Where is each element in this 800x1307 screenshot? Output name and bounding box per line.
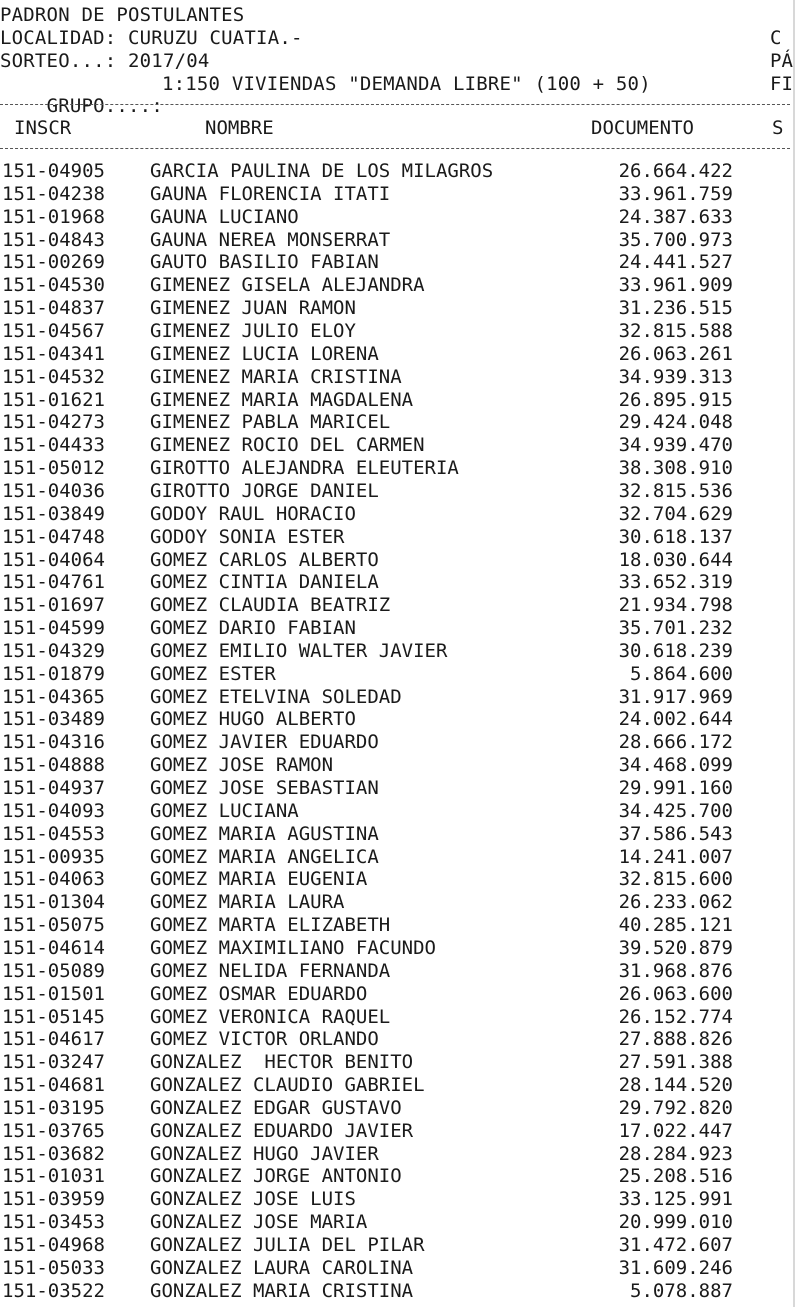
cell-nombre: GOMEZ JOSE RAMON	[150, 754, 334, 777]
cell-documento: 34.425.700	[618, 799, 733, 822]
table-row	[0, 1143, 800, 1166]
cell-nombre: GONZALEZ EDUARDO JAVIER	[150, 1119, 414, 1142]
table-row	[0, 1188, 800, 1211]
cell-documento: 27.888.826	[618, 1028, 733, 1051]
cell-documento: 26.233.062	[618, 891, 733, 914]
table-row	[0, 229, 800, 252]
cell-inscr: 151-00269	[2, 251, 105, 274]
cell-inscr: 151-04567	[2, 320, 105, 342]
cell-documento: 26.063.600	[618, 982, 733, 1005]
cell-nombre: GAUTO BASILIO FABIAN	[150, 251, 379, 274]
cell-inscr: 151-03195	[2, 1096, 105, 1119]
cell-documento: 17.022.447	[618, 1119, 733, 1142]
cell-inscr: 151-01501	[2, 982, 105, 1005]
cell-documento: 39.520.879	[618, 936, 733, 959]
cell-documento: 27.591.388	[618, 1051, 733, 1074]
table-row	[0, 1097, 800, 1120]
cell-documento: 24.387.633	[618, 205, 733, 228]
cell-documento: 29.424.048	[618, 411, 733, 434]
cell-documento: 5.078.887	[630, 1279, 733, 1302]
cell-documento: 30.618.137	[618, 525, 733, 548]
cell-documento: 34.468.099	[618, 754, 733, 777]
header-rule-bottom	[0, 148, 790, 149]
cell-documento: 26.895.915	[618, 388, 733, 411]
table-row	[0, 183, 800, 206]
cell-nombre: GIMENEZ JUAN RAMON	[150, 297, 356, 320]
table-row	[0, 663, 800, 686]
cell-inscr: 151-04433	[2, 434, 105, 457]
cell-nombre: GOMEZ MARIA ANGELICA	[150, 845, 379, 868]
cell-documento: 26.063.261	[618, 342, 733, 365]
cell-nombre: GOMEZ DARIO FABIAN	[150, 617, 356, 639]
table-row	[0, 1257, 800, 1280]
document-title: PADRON DE POSTULANTES	[0, 4, 245, 26]
cell-nombre: GOMEZ CARLOS ALBERTO	[150, 548, 379, 571]
cell-inscr: 151-00935	[2, 845, 105, 868]
cell-inscr: 151-04036	[2, 479, 105, 502]
cell-documento: 33.961.909	[618, 274, 733, 297]
cell-nombre: GOMEZ MARIA EUGENIA	[150, 868, 368, 891]
cell-nombre: GOMEZ LUCIANA	[150, 799, 299, 822]
cell-inscr: 151-01621	[2, 388, 105, 411]
cell-nombre: GONZALEZ JOSE MARIA	[150, 1211, 368, 1234]
table-row	[0, 914, 800, 937]
grupo-value: 1:150 VIVIENDAS "DEMANDA LIBRE" (100 + 50)	[162, 73, 651, 95]
cell-nombre: GIMENEZ MARIA MAGDALENA	[150, 388, 414, 411]
cell-nombre: GAUNA LUCIANO	[150, 205, 299, 228]
cell-nombre: GIMENEZ PABLA MARICEL	[150, 411, 391, 434]
cell-inscr: 151-04748	[2, 525, 105, 548]
table-row	[0, 251, 800, 274]
table-row	[0, 1234, 800, 1257]
table-row	[0, 389, 800, 412]
cell-inscr: 151-04843	[2, 228, 105, 251]
cell-inscr: 151-04837	[2, 297, 105, 320]
cell-nombre: GONZALEZ JULIA DEL PILAR	[150, 1234, 425, 1256]
cell-inscr: 151-01697	[2, 594, 105, 617]
table-row	[0, 1280, 800, 1303]
table-row	[0, 503, 800, 526]
table-row	[0, 1006, 800, 1029]
cell-inscr: 151-03522	[2, 1279, 105, 1302]
cell-inscr: 151-04761	[2, 571, 105, 594]
cell-inscr: 151-04316	[2, 731, 105, 754]
table-row	[0, 343, 800, 366]
cell-inscr: 151-05145	[2, 1005, 105, 1028]
cell-nombre: GOMEZ MAXIMILIANO FACUNDO	[150, 936, 436, 959]
table-row	[0, 526, 800, 549]
cell-nombre: GAUNA FLORENCIA ITATI	[150, 182, 391, 205]
right-fragment-1: C	[770, 27, 782, 49]
cell-inscr: 151-04530	[2, 274, 105, 297]
cell-documento: 32.704.629	[618, 502, 733, 525]
cell-nombre: GIROTTO JORGE DANIEL	[150, 479, 379, 502]
cell-nombre: GOMEZ NELIDA FERNANDA	[150, 959, 391, 982]
page-edge	[793, 0, 795, 1307]
cell-documento: 24.441.527	[618, 251, 733, 274]
cell-nombre: GONZALEZ JOSE LUIS	[150, 1188, 356, 1211]
cell-documento: 14.241.007	[618, 845, 733, 868]
right-fragment-2: PÁ	[770, 50, 793, 72]
cell-inscr: 151-04599	[2, 617, 105, 639]
cell-nombre: GIMENEZ GISELA ALEJANDRA	[150, 274, 425, 297]
cell-documento: 37.586.543	[618, 822, 733, 845]
table-row	[0, 708, 800, 731]
cell-inscr: 151-04365	[2, 685, 105, 708]
cell-documento: 33.652.319	[618, 571, 733, 594]
cell-inscr: 151-04341	[2, 342, 105, 365]
header-rule-top	[0, 104, 790, 105]
cell-documento: 31.609.246	[618, 1256, 733, 1279]
grupo-label: GRUPO....:	[46, 95, 163, 117]
cell-documento: 31.968.876	[618, 959, 733, 982]
cell-nombre: GOMEZ MARIA AGUSTINA	[150, 822, 379, 845]
cell-documento: 31.236.515	[618, 297, 733, 320]
cell-nombre: GONZALEZ HUGO JAVIER	[150, 1142, 379, 1165]
cell-inscr: 151-04614	[2, 936, 105, 959]
cell-documento: 5.864.600	[630, 662, 733, 685]
cell-documento: 28.144.520	[618, 1074, 733, 1096]
column-header-inscr: INSCR	[14, 117, 72, 139]
cell-inscr: 151-01879	[2, 662, 105, 685]
table-row	[0, 983, 800, 1006]
cell-nombre: GOMEZ JOSE SEBASTIAN	[150, 777, 379, 799]
cell-nombre: GOMEZ ESTER	[150, 662, 276, 685]
table-row	[0, 594, 800, 617]
cell-documento: 32.815.600	[618, 868, 733, 891]
cell-nombre: GONZALEZ MARIA CRISTINA	[150, 1279, 414, 1302]
cell-inscr: 151-04093	[2, 799, 105, 822]
table-row	[0, 960, 800, 983]
cell-documento: 33.961.759	[618, 182, 733, 205]
table-row	[0, 937, 800, 960]
table-row	[0, 800, 800, 823]
table-row	[0, 1028, 800, 1051]
cell-nombre: GOMEZ OSMAR EDUARDO	[150, 982, 368, 1005]
cell-nombre: GONZALEZ LAURA CAROLINA	[150, 1256, 414, 1279]
table-row	[0, 823, 800, 846]
cell-documento: 18.030.644	[618, 548, 733, 571]
cell-nombre: GOMEZ CLAUDIA BEATRIZ	[150, 594, 391, 617]
cell-nombre: GONZALEZ EDGAR GUSTAVO	[150, 1096, 402, 1119]
table-row	[0, 846, 800, 869]
cell-nombre: GODOY RAUL HORACIO	[150, 502, 356, 525]
cell-nombre: GAUNA NEREA MONSERRAT	[150, 228, 391, 251]
cell-inscr: 151-04937	[2, 777, 105, 799]
table-row	[0, 457, 800, 480]
cell-nombre: GARCIA PAULINA DE LOS MILAGROS	[150, 160, 494, 182]
table-row	[0, 206, 800, 229]
cell-inscr: 151-04063	[2, 868, 105, 891]
table-row	[0, 411, 800, 434]
cell-inscr: 151-04064	[2, 548, 105, 571]
table-row	[0, 549, 800, 572]
cell-inscr: 151-04238	[2, 182, 105, 205]
table-row	[0, 434, 800, 457]
cell-nombre: GONZALEZ HECTOR BENITO	[150, 1051, 414, 1074]
cell-inscr: 151-03765	[2, 1119, 105, 1142]
table-row	[0, 1211, 800, 1234]
table-row	[0, 1074, 800, 1097]
cell-nombre: GIMENEZ ROCIO DEL CARMEN	[150, 434, 425, 457]
cell-inscr: 151-03849	[2, 502, 105, 525]
cell-documento: 21.934.798	[618, 594, 733, 617]
table-row	[0, 617, 800, 640]
cell-inscr: 151-04617	[2, 1028, 105, 1051]
table-row	[0, 1051, 800, 1074]
cell-nombre: GIROTTO ALEJANDRA ELEUTERIA	[150, 457, 459, 480]
cell-nombre: GOMEZ CINTIA DANIELA	[150, 571, 379, 594]
cell-nombre: GIMENEZ MARIA CRISTINA	[150, 365, 402, 388]
cell-nombre: GOMEZ VERONICA RAQUEL	[150, 1005, 391, 1028]
table-row	[0, 777, 800, 800]
cell-inscr: 151-01031	[2, 1165, 105, 1188]
cell-documento: 35.700.973	[618, 228, 733, 251]
cell-documento: 26.664.422	[618, 160, 733, 182]
cell-documento: 29.991.160	[618, 777, 733, 799]
cell-inscr: 151-04968	[2, 1234, 105, 1256]
cell-inscr: 151-01968	[2, 205, 105, 228]
table-row	[0, 1120, 800, 1143]
cell-nombre: GONZALEZ JORGE ANTONIO	[150, 1165, 402, 1188]
cell-nombre: GOMEZ VICTOR ORLANDO	[150, 1028, 379, 1051]
cell-documento: 32.815.588	[618, 320, 733, 342]
cell-inscr: 151-05089	[2, 959, 105, 982]
table-row	[0, 686, 800, 709]
cell-inscr: 151-04681	[2, 1074, 105, 1096]
cell-nombre: GOMEZ MARIA LAURA	[150, 891, 345, 914]
cell-documento: 20.999.010	[618, 1211, 733, 1234]
column-header-nombre: NOMBRE	[205, 117, 274, 139]
cell-documento: 26.152.774	[618, 1005, 733, 1028]
cell-inscr: 151-04273	[2, 411, 105, 434]
table-row	[0, 754, 800, 777]
cell-documento: 29.792.820	[618, 1096, 733, 1119]
cell-nombre: GIMENEZ JULIO ELOY	[150, 320, 356, 342]
cell-inscr: 151-03247	[2, 1051, 105, 1074]
cell-nombre: GONZALEZ CLAUDIO GABRIEL	[150, 1074, 425, 1096]
cell-documento: 31.917.969	[618, 685, 733, 708]
cell-inscr: 151-05033	[2, 1256, 105, 1279]
cell-inscr: 151-04553	[2, 822, 105, 845]
table-row	[0, 366, 800, 389]
table-row	[0, 868, 800, 891]
cell-documento: 38.308.910	[618, 457, 733, 480]
table-row	[0, 274, 800, 297]
cell-inscr: 151-03453	[2, 1211, 105, 1234]
cell-inscr: 151-04532	[2, 365, 105, 388]
cell-inscr: 151-05012	[2, 457, 105, 480]
right-fragment-3: FI	[770, 73, 793, 95]
cell-inscr: 151-01304	[2, 891, 105, 914]
table-row	[0, 320, 800, 343]
column-header-extra: S	[772, 117, 784, 139]
cell-documento: 30.618.239	[618, 639, 733, 662]
cell-documento: 35.701.232	[618, 617, 733, 639]
table-row	[0, 640, 800, 663]
table-row	[0, 480, 800, 503]
table-row	[0, 160, 800, 183]
column-header-documento: DOCUMENTO	[591, 117, 694, 139]
sorteo-line: SORTEO...: 2017/04	[0, 50, 210, 72]
cell-inscr: 151-03489	[2, 708, 105, 731]
cell-nombre: GIMENEZ LUCIA LORENA	[150, 342, 379, 365]
cell-documento: 40.285.121	[618, 914, 733, 937]
cell-documento: 33.125.991	[618, 1188, 733, 1211]
cell-documento: 34.939.470	[618, 434, 733, 457]
cell-inscr: 151-03682	[2, 1142, 105, 1165]
cell-nombre: GODOY SONIA ESTER	[150, 525, 345, 548]
table-row	[0, 731, 800, 754]
cell-inscr: 151-04905	[2, 160, 105, 182]
cell-documento: 34.939.313	[618, 365, 733, 388]
cell-nombre: GOMEZ ETELVINA SOLEDAD	[150, 685, 402, 708]
table-row	[0, 891, 800, 914]
cell-documento: 28.666.172	[618, 731, 733, 754]
table-row	[0, 1165, 800, 1188]
cell-nombre: GOMEZ HUGO ALBERTO	[150, 708, 356, 731]
localidad-line: LOCALIDAD: CURUZU CUATIA.-	[0, 27, 303, 49]
cell-nombre: GOMEZ EMILIO WALTER JAVIER	[150, 639, 448, 662]
table-row	[0, 571, 800, 594]
cell-documento: 24.002.644	[618, 708, 733, 731]
cell-documento: 32.815.536	[618, 479, 733, 502]
cell-inscr: 151-04329	[2, 639, 105, 662]
cell-nombre: GOMEZ MARTA ELIZABETH	[150, 914, 391, 937]
cell-inscr: 151-03959	[2, 1188, 105, 1211]
table-row	[0, 297, 800, 320]
cell-documento: 28.284.923	[618, 1142, 733, 1165]
cell-documento: 25.208.516	[618, 1165, 733, 1188]
cell-documento: 31.472.607	[618, 1234, 733, 1256]
cell-nombre: GOMEZ JAVIER EDUARDO	[150, 731, 379, 754]
cell-inscr: 151-04888	[2, 754, 105, 777]
cell-inscr: 151-05075	[2, 914, 105, 937]
